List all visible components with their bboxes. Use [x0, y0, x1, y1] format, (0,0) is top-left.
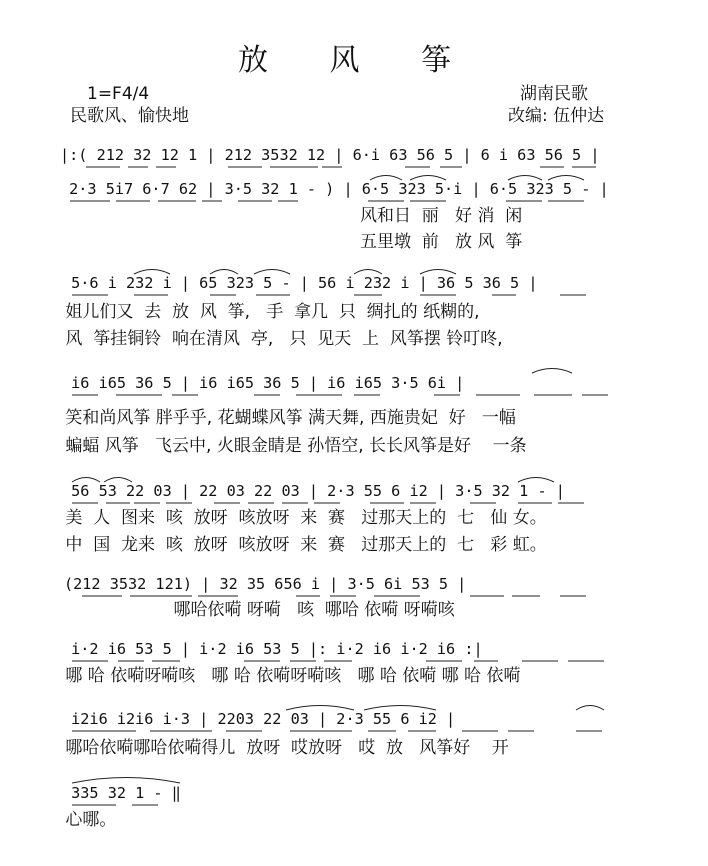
lyric-row-2-verse-1: 风和日 丽 好 消 闲 — [360, 206, 523, 226]
notation-row-3: 5·6 i 232 i | 65 323 5 - | 56 i 232 i | 36 5 36 5 | — [62, 274, 538, 292]
notation-row-1: |:( 212 32 12 1 | 212 3532 12 | 6·i 63 56 5 | 6 i 63 56 5 | — [60, 146, 600, 164]
notation-row-5: 56 53 22 03 | 22 03 22 03 | 2·3 55 6 i2 | 3·5 32 1 - | — [62, 482, 565, 500]
notation-row-9: 335 32 1 - ‖ — [62, 784, 181, 802]
lyric-row-3-verse-1: 姐儿们又 去 放 风 筝, 手 拿几 只 绸扎的 纸糊的, — [60, 302, 480, 322]
lyric-row-4-verse-2: 蝙蝠 风筝 飞云中, 火眼金睛是 孙悟空, 长长风筝是好 一条 — [60, 436, 527, 456]
lyric-row-7: 哪 哈 依嗬呀嗬咳 哪 哈 依嗬呀嗬咳 哪 哈 依嗬 哪 哈 依嗬 — [60, 666, 521, 686]
notation-row-2: 2·3 5i7 6·7 62 | 3·5 32 1 - ) | 6·5 323 5·i | 6·5 323 5 - | — [60, 180, 609, 198]
style-marking: 民歌风、愉快地 — [70, 106, 189, 126]
notation-row-8: i2i6 i2i6 i·3 | 2203 22 03 | 2·3 55 6 i2 | — [62, 710, 456, 728]
lyric-row-8: 哪哈依嗬哪哈依嗬得儿 放呀 哎放呀 哎 放 风筝好 开 — [60, 738, 509, 758]
song-title: 放 风 筝 — [238, 43, 478, 78]
lyric-row-2-verse-2: 五里墩 前 放 风 筝 — [360, 232, 523, 252]
lyric-row-3-verse-2: 风 筝挂铜铃 响在清风 亭, 只 见天 上 风筝摆 铃叮咚, — [60, 329, 503, 349]
key-signature: 1=F4/4 — [87, 84, 150, 104]
lyric-row-9: 心哪。 — [60, 810, 117, 830]
lyric-row-5-verse-1: 美 人 图来 咳 放呀 咳放呀 来 赛 过那天上的 七 仙 女。 — [60, 508, 547, 528]
notation-row-6: (212 3532 121) | 32 35 656 i | 3·5 6i 53 5 | — [64, 575, 467, 593]
lyric-row-6: 哪哈依嗬 呀嗬 咳 哪哈 依嗬 呀嗬咳 — [60, 600, 455, 620]
notation-row-7: i·2 i6 53 5 | i·2 i6 53 5 |: i·2 i6 i·2 i6 :| — [62, 640, 483, 658]
lyric-row-5-verse-2: 中 国 龙来 咳 放呀 咳放呀 来 赛 过那天上的 七 彩 虹。 — [60, 535, 547, 555]
notation-row-4: i6 i65 36 5 | i6 i65 36 5 | i6 i65 3·5 6i | — [62, 374, 465, 392]
arranger-credit: 改编: 伍仲达 — [508, 106, 605, 126]
lyric-row-4-verse-1: 笑和尚风筝 胖乎乎, 花蝴蝶风筝 满天舞, 西施贵妃 好 一幅 — [60, 408, 516, 428]
song-origin: 湖南民歌 — [520, 84, 588, 104]
